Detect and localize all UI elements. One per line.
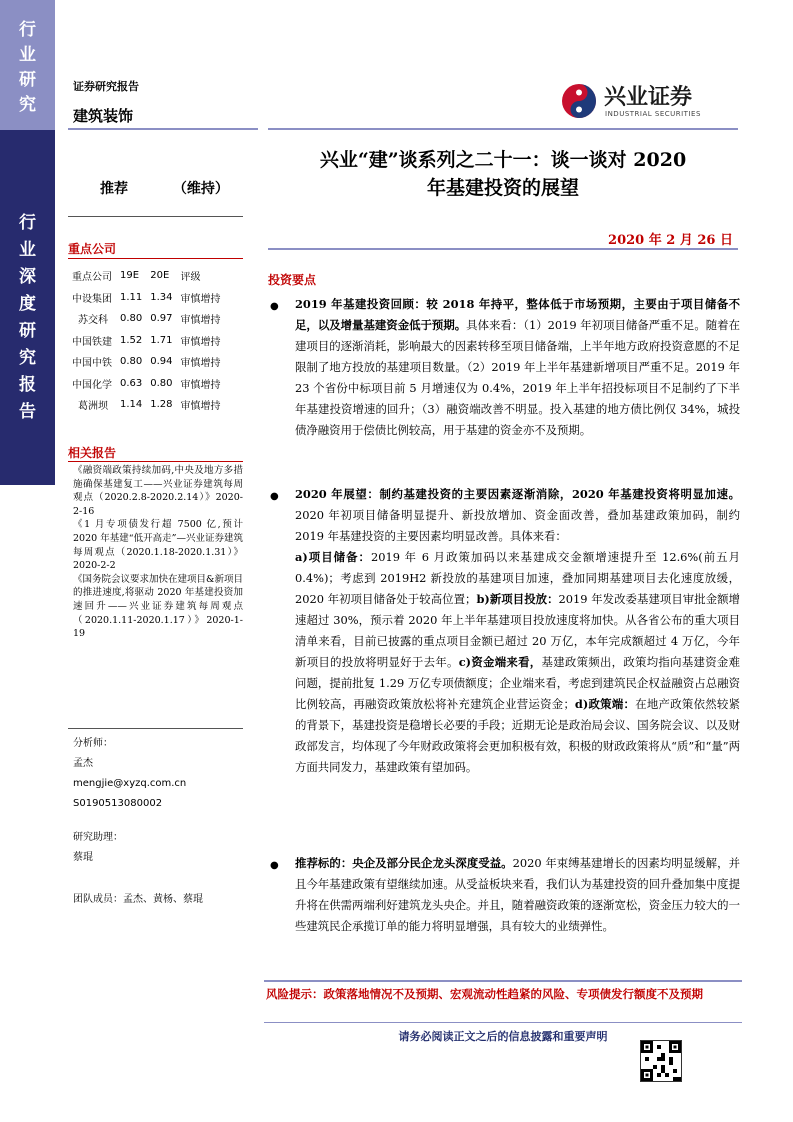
table-cell: 1.28	[150, 399, 173, 411]
rating-label: 推荐	[100, 181, 128, 197]
table-cell: 0.80	[120, 313, 143, 325]
sidebar-char: 行	[19, 213, 36, 233]
table-row	[68, 373, 225, 395]
invest-p2-d-label: d)政策端：	[574, 697, 636, 711]
invest-p2-d-text: 在地产政策依然较紧的背景下，基建投资是稳增长必要的手段；近期无论是政治局会议、国务院会议、以及财政部发言，均体现了今年财政政策将会更加积极有效，积极的财政政策将从“质”和“量”两方面共同发力，基建政策有望加码。	[295, 697, 740, 774]
invest-p2-c-text: 基建政策频出，政策均指向基建资金难问题，提前批复 1.29 万亿专项债额度；企业端来看，考虑到建筑民企权益融资占总融资比例较高，再融资政策放松将补充建筑企业营运资金；	[295, 655, 740, 711]
table-cell: 1.34	[150, 291, 173, 303]
title-line: 兴业“建”谈系列之二十一：谈一谈对 2020	[319, 149, 687, 171]
sidebar-top-label	[0, 18, 55, 118]
table-row	[68, 330, 225, 352]
invest-p2-b-label: b)新项目投放：	[476, 592, 559, 606]
invest-p2-b-text: 2019 年发改委基建项目审批金额增速超过 30%，预示着 2020 年上半年基建项目投放速度将加快。从各省公布的重大项目清单来看，目前已披露的重点项目金额已超过 20 万亿，本年完成额超过 4 万亿，今年新项目的投放将明显好于去年。	[295, 592, 740, 669]
key-companies-rule	[68, 258, 243, 259]
report-title	[268, 146, 738, 202]
date-rule	[268, 248, 738, 250]
table-header-cell: 20E	[150, 270, 170, 282]
table-cell: 审慎增持	[180, 379, 221, 391]
header-rule-left	[68, 128, 258, 130]
invest-p1-lead: 2019 年基建投资回顾：较 2018 年持平，整体低于市场预期，主要由于项目储备不足，以及增量基建资金低于预期。	[295, 297, 740, 332]
logo-subtitle: INDUSTRIAL SECURITIES	[605, 110, 701, 118]
table-cell: 中国铁建	[72, 336, 112, 348]
sidebar-char: 报	[19, 375, 36, 395]
table-cell: 审慎增持	[180, 315, 221, 327]
invest-paragraph-3	[295, 853, 740, 937]
sidebar-char: 业	[19, 45, 36, 65]
invest-heading: 投资要点	[268, 273, 317, 287]
invest-p2-a-text: 2019 年 6 月政策加码以来基建成交金额增速提升至 12.6%(前五月 0.4%)；考虑到 2019H2 新投放的基建项目加速，叠加同期基建项目去化速度放缓，2020 年初项目储备处于较高位置；	[295, 550, 740, 606]
key-companies-table	[68, 265, 225, 416]
table-cell: 1.14	[120, 399, 143, 411]
industry-name: 建筑装饰	[73, 107, 134, 125]
analyst-block	[73, 734, 203, 910]
sidebar-char: 业	[19, 240, 36, 260]
report-type: 证券研究报告	[73, 80, 139, 93]
key-companies-heading: 重点公司	[68, 242, 117, 256]
qr-code-icon	[640, 1040, 682, 1082]
analyst-email[interactable]: mengjie@xyzq.com.cn	[73, 778, 187, 789]
invest-p3-text: 2020 年束缚基建增长的因素均明显缓解，并且今年基建政策有望继续加速。从受益板块来看，我们认为基建投资的回升叠加集中度提升将在供需两端利好建筑龙头央企。并且，随着融资政策的逐渐宽松，资金压力较大的一些建筑民企承揽订单的能力将明显增强，具有较大的业绩弹性。	[295, 856, 740, 933]
table-cell: 0.80	[120, 356, 143, 368]
table-cell: 葛洲坝	[78, 401, 108, 413]
bullet-icon: ●	[270, 860, 279, 871]
assistant-name: 蔡琨	[73, 852, 93, 863]
invest-p2-a-label: a)项目储备：	[295, 550, 371, 564]
table-cell: 中国中铁	[72, 358, 112, 370]
table-header-row	[68, 265, 225, 287]
analyst-name: 孟杰	[73, 758, 93, 769]
table-cell: 审慎增持	[180, 293, 221, 305]
table-cell: 1.71	[150, 334, 173, 346]
rating-status: （维持）	[172, 181, 229, 197]
analyst-rule	[68, 728, 243, 729]
table-cell: 审慎增持	[180, 336, 221, 348]
logo-name: 兴业证券	[604, 85, 693, 110]
sidebar-char: 究	[19, 348, 36, 368]
table-header-cell: 重点公司	[72, 272, 112, 284]
title-line: 年基建投资的展望	[426, 177, 579, 199]
analyst-cert: S0190513080002	[73, 798, 163, 809]
table-cell: 0.97	[150, 313, 173, 325]
invest-p1-text: 具体来看：（1）2019 年初项目储备严重不足。随着在建项目的逐渐消耗，影响最大的因素转移至项目储备端，上半年地方政府投资意愿的不足限制了地方投放的基建项目数量。（2）2019 年上半年基建新增项目严重不足。2019 年 23 个省份中标项目前 5 月增速仅为 0.4%，2019 年上半年招投标项目不足制约了下半年基建投资增速的回升；（3）融资端改善不明显。投入基建的地方债比例仅 34%，城投债净融资用于偿债比例较高，用于基建的资金亦不及预期。	[295, 318, 740, 437]
sidebar-char: 究	[19, 95, 36, 115]
table-cell: 1.52	[120, 334, 143, 346]
sidebar-char: 度	[19, 294, 36, 314]
sidebar-char: 告	[19, 402, 36, 422]
bullet-icon: ●	[270, 491, 279, 502]
invest-p2-text: 2020 年初项目储备明显提升、新投放增加、资金面改善，叠加基建政策加码，制约 2019 年基建投资的主要因素均明显改善。具体来看：	[295, 508, 740, 543]
table-cell: 1.11	[120, 291, 143, 303]
list-item[interactable]: 《1 月专项债发行超 7500 亿,预计 2020 年基建“低开高走”—兴业证券建筑每周观点（2020.1.18-2020.1.31）》2020-2-2	[73, 519, 243, 572]
list-item[interactable]: 《融资端政策持续加码,中央及地方多措施确保基建复工——兴业证券建筑每周观点（2020.2.8-2020.2.14）》2020-2-16	[73, 465, 243, 517]
table-row	[68, 351, 225, 373]
footer-rule	[264, 1022, 742, 1023]
table-header-cell: 评级	[180, 272, 201, 284]
table-cell: 中设集团	[72, 293, 112, 305]
related-reports-list	[73, 464, 243, 641]
bullet-icon: ●	[270, 301, 279, 312]
invest-p2-c-label: c)资金端来看，	[458, 655, 542, 669]
table-cell: 审慎增持	[180, 358, 221, 370]
sidebar-char: 深	[19, 267, 36, 287]
related-reports-rule	[68, 461, 243, 462]
risk-warning: 风险提示：政策落地情况不及预期、宏观流动性趋紧的风险、专项债发行额度不及预期	[266, 987, 703, 1001]
table-row	[68, 308, 225, 330]
rating	[100, 178, 250, 198]
sidebar-bottom-label	[0, 210, 55, 426]
invest-paragraph-1	[295, 294, 740, 441]
table-cell: 中国化学	[72, 379, 112, 391]
list-item[interactable]: 《国务院会议要求加快在建项目&新项目的推进速度,将驱动 2020 年基建投资加速回升——兴业证券建筑每周观点（2020.1.11-2020.1.17）》2020-1-19	[73, 573, 243, 640]
table-cell: 0.63	[120, 377, 143, 389]
header-rule-right	[268, 128, 738, 130]
table-row	[68, 394, 225, 416]
related-reports-heading: 相关报告	[68, 446, 117, 460]
sidebar-char: 研	[19, 321, 36, 341]
risk-rule	[264, 980, 742, 982]
sidebar-char: 研	[19, 70, 36, 90]
rating-rule	[68, 216, 243, 217]
table-cell: 审慎增持	[180, 401, 221, 413]
invest-p2-lead: 2020 年展望：制约基建投资的主要因素逐渐消除，2020 年基建投资将明显加速。	[295, 487, 740, 501]
footer-disclaimer[interactable]: 请务必阅读正文之后的信息披露和重要声明	[398, 1030, 608, 1043]
report-date: 2020 年 2 月 26 日	[608, 233, 733, 248]
logo-mark-icon	[560, 82, 598, 120]
team-members: 团队成员：孟杰、黄杨、蔡琨	[73, 894, 203, 905]
invest-paragraph-2	[295, 484, 740, 778]
table-cell: 0.80	[150, 377, 173, 389]
table-cell: 苏交科	[78, 315, 108, 327]
assistant-label: 研究助理：	[73, 832, 123, 843]
table-row	[68, 287, 225, 309]
invest-p3-lead: 推荐标的：央企及部分民企龙头深度受益。	[295, 856, 513, 870]
sidebar-char: 行	[19, 20, 36, 40]
table-header-cell: 19E	[120, 270, 140, 282]
analyst-label: 分析师：	[73, 738, 113, 749]
table-cell: 0.94	[150, 356, 173, 368]
